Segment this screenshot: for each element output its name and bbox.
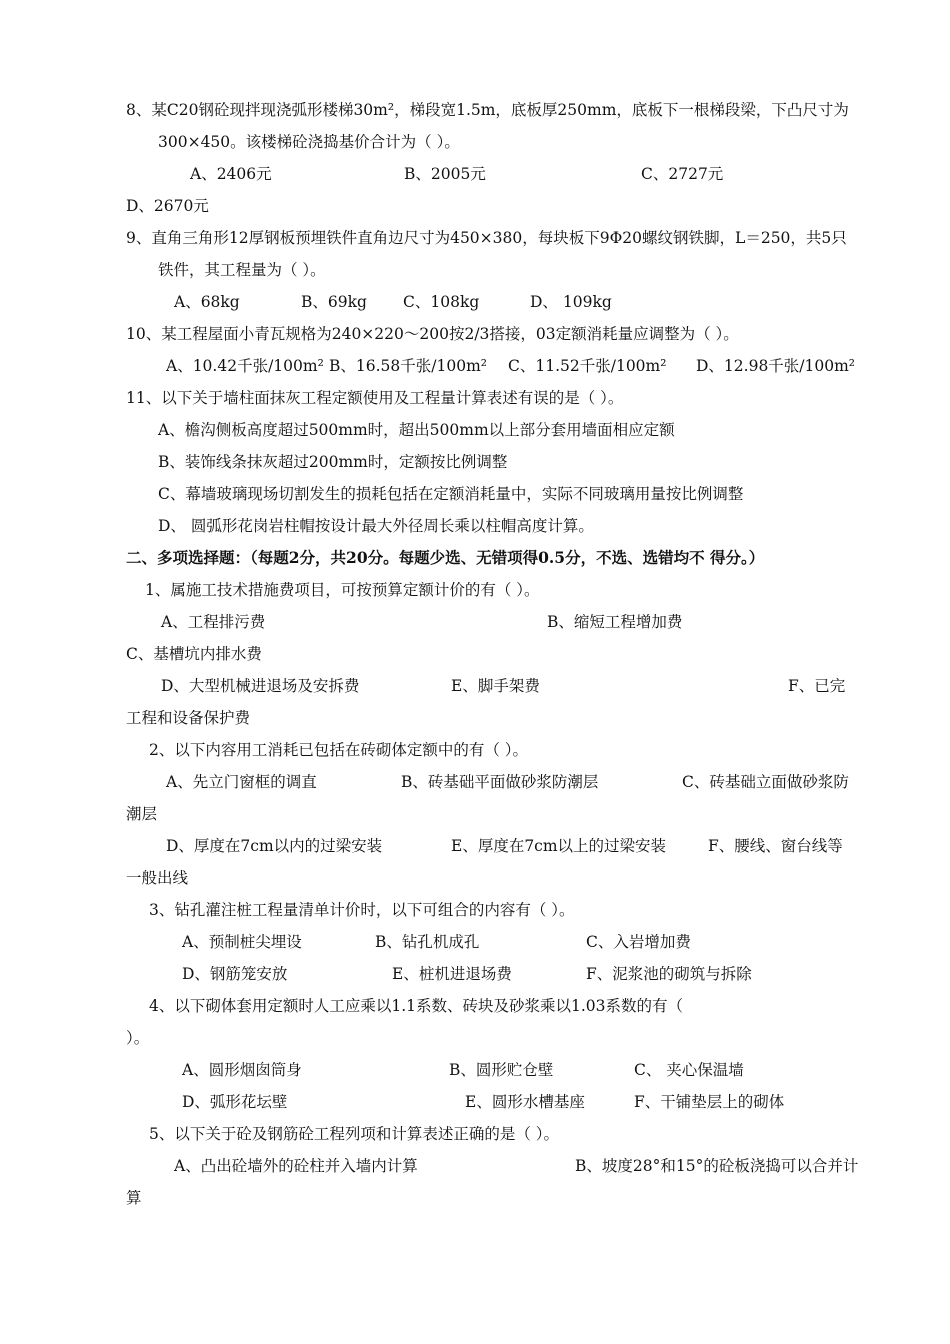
m2-option-a: A、先立门窗框的调直 <box>166 773 317 791</box>
m4-option-a: A、圆形烟囱筒身 <box>182 1061 302 1079</box>
q10-option-d: D、12.98千张/100m² <box>696 357 856 375</box>
m4-option-f: F、干铺垫层上的砌体 <box>634 1093 785 1111</box>
m4-option-c: C、 夹心保温墙 <box>634 1061 744 1079</box>
section2-heading: 二、多项选择题：（每题2分，共20分。每题少选、无错项得0.5分，不选、选错均不 得分。） <box>126 548 765 567</box>
q10-option-b: B、16.58千张/100m² <box>329 357 487 375</box>
m2-option-b: B、砖基础平面做砂浆防潮层 <box>401 773 599 791</box>
m1-option-c: C、基槽坑内排水费 <box>126 645 262 663</box>
m2-option-d: D、厚度在7cm以内的过梁安装 <box>166 837 383 855</box>
m2-option-f-part2: 一般出线 <box>126 869 189 887</box>
m1-stem: 1、属施工技术措施费项目，可按预算定额计价的有（ ）。 <box>145 581 540 599</box>
q11-option-d: D、 圆弧形花岗岩柱帽按设计最大外径周长乘以柱帽高度计算。 <box>158 517 594 535</box>
m1-option-e: E、脚手架费 <box>451 677 540 695</box>
m2-option-c-part1: C、砖基础立面做砂浆防 <box>682 773 849 791</box>
q9-stem-line2: 铁件，其工程量为（ ）。 <box>158 261 326 279</box>
m3-option-d: D、钢筋笼安放 <box>182 965 288 983</box>
m5-option-b-part2: 算 <box>126 1189 142 1207</box>
q10-stem: 10、某工程屋面小青瓦规格为240×220～200按2/3搭接，03定额消耗量应调整为（ ）。 <box>126 325 739 343</box>
m3-option-f: F、泥浆池的砌筑与拆除 <box>586 965 752 983</box>
m1-option-d: D、大型机械进退场及安拆费 <box>161 677 360 695</box>
m2-option-e: E、厚度在7cm以上的过梁安装 <box>451 837 667 855</box>
q9-option-a: A、68kg <box>174 293 240 311</box>
m2-stem: 2、以下内容用工消耗已包括在砖砌体定额中的有（ ）。 <box>149 741 529 759</box>
m1-option-f-part2: 工程和设备保护费 <box>126 709 251 727</box>
m5-stem: 5、以下关于砼及钢筋砼工程列项和计算表述正确的是（ ）。 <box>149 1125 560 1143</box>
q9-stem-line1: 9、直角三角形12厚钢板预埋铁件直角边尺寸为450×380，每块板下9Φ20螺纹钢铁脚，L＝250，共5只 <box>126 229 847 247</box>
m5-option-a: A、凸出砼墙外的砼柱并入墙内计算 <box>174 1157 418 1175</box>
m2-option-f-part1: F、腰线、窗台线等 <box>708 837 843 855</box>
q11-option-b: B、装饰线条抹灰超过200mm时，定额按比例调整 <box>158 453 508 471</box>
q8-option-a: A、2406元 <box>190 165 272 183</box>
m3-option-a: A、预制桩尖埋设 <box>182 933 302 951</box>
m5-option-b-part1: B、坡度28°和15°的砼板浇捣可以合并计 <box>575 1157 859 1175</box>
m1-option-f-part1: F、已完 <box>788 677 846 695</box>
m1-option-b: B、缩短工程增加费 <box>547 613 683 631</box>
q8-option-d: D、2670元 <box>126 197 209 215</box>
m3-option-c: C、入岩增加费 <box>586 933 691 951</box>
q11-option-a: A、檐沟侧板高度超过500mm时，超出500mm以上部分套用墙面相应定额 <box>158 421 675 439</box>
m4-stem-line1: 4、以下砌体套用定额时人工应乘以1.1系数、砖块及砂浆乘以1.03系数的有（ <box>149 997 684 1015</box>
q10-option-a: A、10.42千张/100m² <box>166 357 324 375</box>
m3-option-b: B、钻孔机成孔 <box>375 933 480 951</box>
m2-option-c-part2: 潮层 <box>126 805 158 823</box>
q10-option-c: C、11.52千张/100m² <box>508 357 667 375</box>
m4-option-b: B、圆形贮仓壁 <box>449 1061 554 1079</box>
q11-stem: 11、以下关于墙柱面抹灰工程定额使用及工程量计算表述有误的是（ ）。 <box>126 389 624 407</box>
m1-option-a: A、工程排污费 <box>161 613 266 631</box>
q9-option-d: D、 109kg <box>530 293 612 311</box>
q11-option-c: C、幕墙玻璃现场切割发生的损耗包括在定额消耗量中，实际不同玻璃用量按比例调整 <box>158 485 744 503</box>
q9-option-b: B、69kg <box>301 293 367 311</box>
q8-stem-line2: 300×450。该楼梯砼浇捣基价合计为（ ）。 <box>158 133 460 151</box>
m4-option-e: E、圆形水槽基座 <box>465 1093 585 1111</box>
q8-stem-line1: 8、某C20钢砼现拌现浇弧形楼梯30m²，梯段宽1.5m，底板厚250mm，底板下一根梯段梁，下凸尺寸为 <box>126 101 849 119</box>
m4-stem-line2: ）。 <box>126 1029 150 1047</box>
m4-option-d: D、弧形花坛壁 <box>182 1093 288 1111</box>
q8-option-b: B、2005元 <box>404 165 486 183</box>
m3-option-e: E、桩机进退场费 <box>392 965 512 983</box>
m3-stem: 3、钻孔灌注桩工程量清单计价时，以下可组合的内容有（ ）。 <box>149 901 575 919</box>
q9-option-c: C、108kg <box>403 293 480 311</box>
q8-option-c: C、2727元 <box>641 165 724 183</box>
